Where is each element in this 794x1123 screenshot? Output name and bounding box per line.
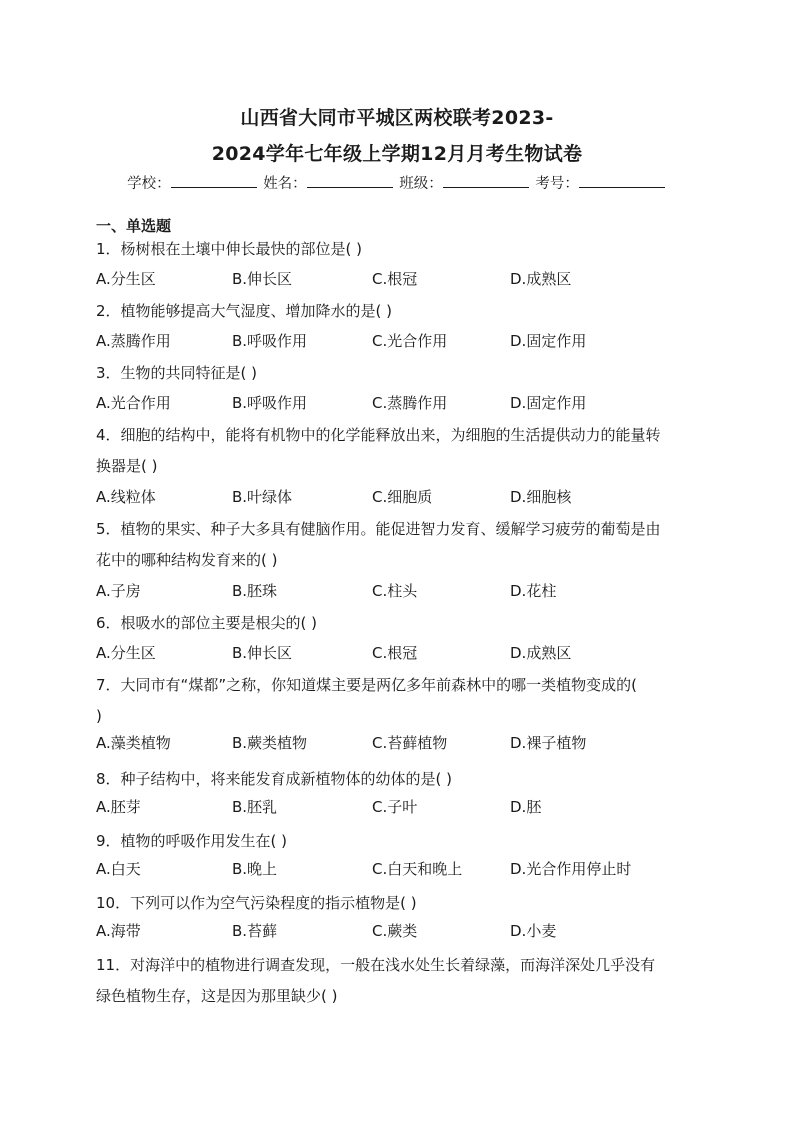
exam-number-blank[interactable]	[579, 173, 665, 188]
option-d[interactable]: D.裸子植物	[510, 734, 587, 752]
option-d[interactable]: D.成熟区	[510, 270, 572, 288]
option-d[interactable]: D.固定作用	[510, 332, 587, 350]
question-text-line: 9．植物的呼吸作用发生在( )	[96, 832, 288, 850]
option-c[interactable]: C.白天和晚上	[372, 860, 463, 878]
question-10	[96, 888, 700, 919]
option-d[interactable]: D.胚	[510, 798, 542, 816]
option-c[interactable]: C.柱头	[372, 582, 418, 600]
option-b[interactable]: B.胚乳	[232, 798, 278, 816]
question-text-line: 3．生物的共同特征是( )	[96, 364, 258, 382]
option-b[interactable]: B.呼吸作用	[232, 394, 308, 412]
question-11	[96, 950, 700, 1012]
class-blank[interactable]	[443, 173, 529, 188]
option-c[interactable]: C.苔藓植物	[372, 734, 448, 752]
option-b[interactable]: B.苔藓	[232, 922, 278, 940]
exam-title-line1: 山西省大同市平城区两校联考2023-	[240, 107, 554, 129]
option-b[interactable]: B.伸长区	[232, 644, 293, 662]
question-text-line: )	[96, 707, 102, 725]
question-4	[96, 420, 700, 482]
question-text-line: 7．大同市有“煤都”之称，你知道煤主要是两亿多年前森林中的哪一类植物变成的(	[96, 676, 637, 694]
question-3	[96, 358, 700, 389]
option-c[interactable]: C.根冠	[372, 644, 418, 662]
option-b[interactable]: B.伸长区	[232, 270, 293, 288]
option-d[interactable]: D.细胞核	[510, 488, 572, 506]
option-a[interactable]: A.藻类植物	[96, 734, 171, 752]
school-blank[interactable]	[171, 173, 257, 188]
exam-title-line2: 2024学年七年级上学期12月月考生物试卷	[211, 143, 583, 165]
question-text-line: 5．植物的果实、种子大多具有健脑作用。能促进智力发育、缓解学习疲劳的葡萄是由	[96, 520, 661, 538]
option-b[interactable]: B.蕨类植物	[232, 734, 308, 752]
option-a[interactable]: A.胚芽	[96, 798, 141, 816]
question-text-line: 4．细胞的结构中，能将有机物中的化学能释放出来，为细胞的生活提供动力的能量转	[96, 426, 661, 444]
question-text-line: 绿色植物生存，这是因为那里缺少( )	[96, 987, 338, 1005]
option-b[interactable]: B.胚珠	[232, 582, 278, 600]
question-5	[96, 514, 700, 576]
question-text-line: 花中的哪种结构发育来的( )	[96, 551, 278, 569]
option-d[interactable]: D.固定作用	[510, 394, 587, 412]
option-c[interactable]: C.蕨类	[372, 922, 418, 940]
question-6	[96, 608, 700, 639]
question-text-line: 8．种子结构中，将来能发育成新植物体的幼体的是( )	[96, 770, 453, 788]
option-a[interactable]: A.线粒体	[96, 488, 156, 506]
option-a[interactable]: A.海带	[96, 922, 141, 940]
class-label: 班级：	[399, 176, 443, 192]
school-label: 学校：	[127, 176, 171, 192]
option-b[interactable]: B.呼吸作用	[232, 332, 308, 350]
option-c[interactable]: C.光合作用	[372, 332, 448, 350]
question-7	[96, 670, 700, 732]
question-text-line: 6．根吸水的部位主要是根尖的( )	[96, 614, 318, 632]
option-a[interactable]: A.蒸腾作用	[96, 332, 171, 350]
name-label: 姓名：	[263, 176, 307, 192]
option-d[interactable]: D.小麦	[510, 922, 557, 940]
option-b[interactable]: B.叶绿体	[232, 488, 293, 506]
student-info-row	[0, 172, 794, 193]
option-c[interactable]: C.子叶	[372, 798, 418, 816]
option-a[interactable]: A.分生区	[96, 644, 156, 662]
question-text-line: 11．对海洋中的植物进行调查发现，一般在浅水处生长着绿藻，而海洋深处几乎没有	[96, 956, 656, 974]
question-text-line: 1．杨树根在土壤中伸长最快的部位是( )	[96, 240, 363, 258]
option-c[interactable]: C.根冠	[372, 270, 418, 288]
option-a[interactable]: A.白天	[96, 860, 141, 878]
option-a[interactable]: A.光合作用	[96, 394, 171, 412]
option-c[interactable]: C.细胞质	[372, 488, 433, 506]
question-2	[96, 296, 700, 327]
option-a[interactable]: A.子房	[96, 582, 141, 600]
option-c[interactable]: C.蒸腾作用	[372, 394, 448, 412]
option-b[interactable]: B.晚上	[232, 860, 278, 878]
question-text-line: 10．下列可以作为空气污染程度的指示植物是( )	[96, 894, 417, 912]
option-a[interactable]: A.分生区	[96, 270, 156, 288]
exam-number-label: 考号：	[535, 176, 579, 192]
question-9	[96, 826, 700, 857]
question-text-line: 换器是( )	[96, 457, 158, 475]
option-d[interactable]: D.光合作用停止时	[510, 860, 632, 878]
option-d[interactable]: D.成熟区	[510, 644, 572, 662]
question-1	[96, 234, 700, 265]
option-d[interactable]: D.花柱	[510, 582, 557, 600]
question-text-line: 2．植物能够提高大气湿度、增加降水的是( )	[96, 302, 393, 320]
question-8	[96, 764, 700, 795]
name-blank[interactable]	[307, 173, 393, 188]
section-title: 一、单选题	[96, 217, 172, 235]
